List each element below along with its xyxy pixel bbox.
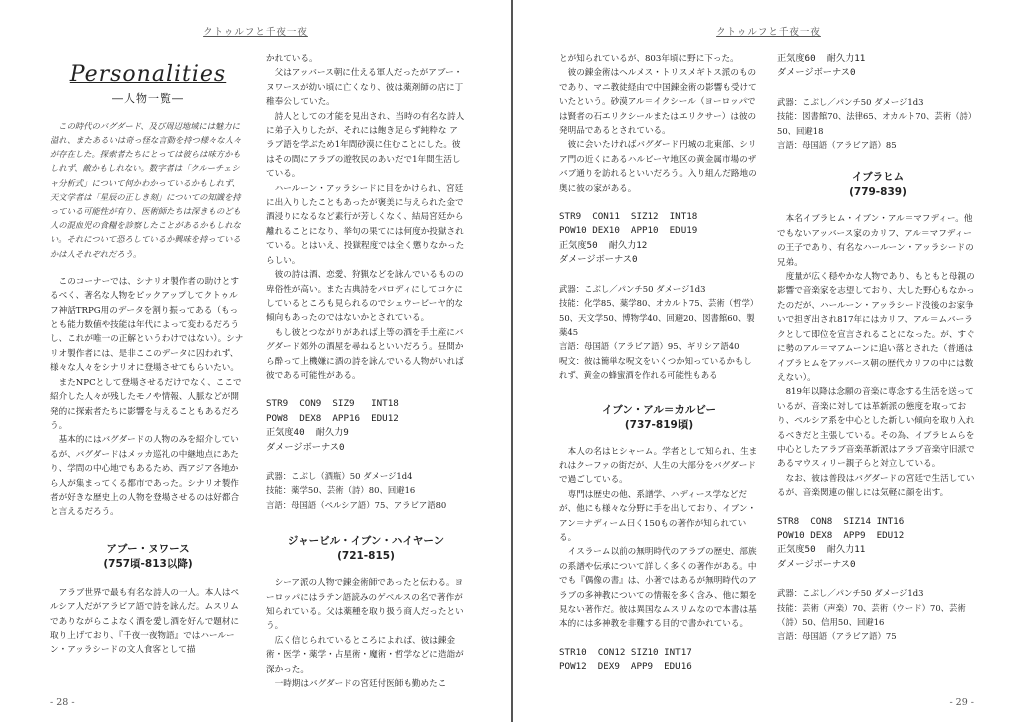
jabir-skills [559,282,759,383]
jabir-stat-block [559,210,759,268]
ibn-heading: イブン・アル＝カルビー [602,403,716,416]
stat-line: ダメージボーナス0 [777,558,856,570]
paragraph: 専門は歴史の他、系譜学、ハディース学などだが、他にも様々な分野に手を出しており、イブン・アン＝ナディーム曰く150もの著作が知られている。 [559,489,757,543]
paragraph: なお、彼は普段はバグダードの宮廷で生活しているが、音楽関連の催しには気軽に顔を出す。 [777,473,975,499]
abu-dates: (757頃-813以降) [103,557,193,570]
stat-line: STR9 CON11 SIZ12 INT18 [559,211,698,223]
right-page [513,0,1024,722]
left-column-1 [50,58,246,658]
paragraph: 本人の名はヒシャーム。学者として知られ、生まれはクーファの街だが、人生の大部分をバグダードで過ごしている。 [559,446,758,486]
stat-line: POW10 DEX8 APP9 EDU12 [777,529,905,541]
stat-line: ダメージボーナス0 [559,254,638,266]
abu-stat-block [266,397,466,455]
skill-line: 武器：こぶし／パンチ50 ダメージ1d3 [559,283,706,294]
page-number-right: - 29 - [949,697,974,708]
stat-line: STR8 CON8 SIZ14 INT16 [777,515,905,527]
skill-line: 武器：こぶし／パンチ50 ダメージ1d3 [777,588,924,599]
handwritten-intro [50,119,246,261]
skill-line: 言語：母国語（アラビア語）85 [777,140,897,151]
paragraph: 度量が広く穏やかな人物であり、もともと母親の影響で音楽家を志望しており、大した野心もなかったのだが、ハールーン・アッラシード没後のお家争いで担ぎ出され817年にはカリフ、アル＝ムバーラクとして即位を宣言されることになった。が、すぐに勢のアル＝マアムーンに追い落とされた（普通はイブラヒムをアッバース朝の歴代カリフの中には数えない）。 [777,272,975,383]
stat-line: POW12 DEX9 APP9 EDU16 [559,661,692,673]
ibn-dates: (737-819頃) [624,418,694,431]
stat-line: POW8 DEX8 APP16 EDU12 [266,412,399,424]
stat-line: ダメージボーナス0 [266,441,345,453]
skill-line: 呪文：彼は簡単な呪文をいくつか知っているかもしれず、黄金の蜂蜜酒を作れる可能性もある [559,355,752,381]
running-title-left: クトゥルフと千夜一夜 [203,27,308,38]
paragraph: 父はアッバース朝に仕える軍人だったがアブー・ヌワースが幼い頃に亡くなり、彼は薬剤師の店に丁稚奉公していた。 [266,68,464,108]
paragraph: かれている。 [266,54,318,64]
paragraph: 本名イブラヒム・イブン・アル＝マフディー。他でもないアッバース家のカリフ、アル＝マフディーの王子であり、有名なハールーン・アッラシードの兄弟。 [777,214,974,268]
paragraph: 一時期はバグダードの宮廷付医師も勤めたこ [274,679,447,690]
ibrahim-dates: (779-839) [849,186,907,199]
ibrahim-stat-block [777,515,979,573]
ibn-stat-block [559,646,759,675]
stat-line: 正気度50 耐久力12 [559,239,648,251]
ibrahim-skills [777,586,979,644]
abu-heading: アブー・ヌワース [106,542,190,555]
right-column-1 [559,52,759,675]
skill-line: 言語：母国語（アラビア語）75 [777,631,897,642]
skill-line: 技能：化学85、薬学80、オカルト75、芸術（哲学）50、天文学50、博物学40、回避20、図書館60、製薬45 [559,298,759,337]
paragraph: 彼の錬金術はヘルメス・トリスメギトス派のものであり、マニ教徒経由で中国錬金術の影響も受けていたという。砂漠アル＝イクシール（ヨーロッパでは賢者の石エリクシールまたはエリクサー）は彼の発明品であるとされている。 [559,68,757,137]
stat-line: STR9 CON9 SIZ9 INT18 [266,398,399,410]
paragraph: イスラーム以前の無明時代のアラブの歴史、部族の系譜や伝承について詳しく多くの著作がある。中でも『偶像の書』は、小著ではあるが無明時代のアラブの多神教についての情報を多く含み、他に類を見ない著作だ。彼は異国なムスリムなので本書は基本的には多神教を非難する目的で書かれている。 [559,547,758,630]
jabir-dates: (721-815) [337,550,395,563]
right-column-2 [777,52,979,644]
skill-line: 技能：図書館70、法律65、オカルト70、芸術（詩）50、回避18 [777,111,977,136]
abu-skills [266,469,466,512]
skill-line: 技能：薬学50、芸術（詩）80、回避16 [266,485,416,496]
paragraph: 広く信じられているところによれば、彼は錬金術・医学・薬学・占星術・魔術・哲学などに造詣が深かった。 [266,635,464,675]
ibn-skills [777,95,979,153]
paragraph: ハールーン・アッラシードに目をかけられ、宮廷に出入りしたこともあったが褒美に与えられた金で酒浸りになるなど素行が芳しくなく、結局宮廷から離れることになり、挙句の果てには何度か投獄されている。とはいえ、投獄程度では全く懲りなかったらしい。 [266,183,465,266]
stat-line: POW10 DEX10 APP10 EDU19 [559,225,698,237]
paragraph: 彼の詩は酒、恋愛、狩猟などを詠んでいるものの卑俗性が高い。また古典詩をパロディにしてコケにしているところも見られるのでシェウービーヤ的な傾向もあったのではないかとされている。 [266,270,464,324]
skill-line: 武器：こぶし（酒瓶）50 ダメージ1d4 [266,470,413,481]
stat-line: 正気度50 耐久力11 [777,544,866,556]
handwritten-paragraph: この時代のバグダード、及び周辺地域には魅力に溢れ、またあるいは奇っ怪な言動を持つ様々な人々が存在した。探索者たちにとっては彼らは味方かもしれず、敵かもしれない。数字者は「クルーチェシャ分析式」について何かわかっているかもしれず、天文学者は「星辰の正しき刻」についての知識を持っている可能性が有り、医術師たちは深きものども人の混血児の食糧を診察したことがあるかもしれない。それについて恐ろしているか興味を持っているかは人それぞれだろう。 [50,120,242,259]
paragraph: このコーナーでは、シナリオ製作者の助けとするべく、著名な人物をピックアップしてクトゥルフ神話TRPG用のデータを割り振ってある（もっとも能力数値や技能は年代によって変わるだろうし、これが唯一の正解というわけではない）。シナリオ製作者には、是非ここのデータに囚われず、様々な人々をシナリオに登場させてもらいたい。 [50,276,244,374]
skill-line: 言語：母国語（アラビア語）95、ギリシア語40 [559,341,740,352]
left-page [0,0,511,722]
ibrahim-heading: イブラヒム [851,171,905,184]
stat-line: STR10 CON12 SIZ10 INT17 [559,646,692,658]
personalities-subtitle: ―人物一覧― [112,92,184,106]
paragraph: アラブ世界で最も有名な詩人の一人。本人はペルシア人だがアラビア語で詩を詠んだ。ムスリムでありながらこよなく酒を愛し酒を好んで題材に取り上げており、『千夜一夜物語』ではハールーン・アッラシードの文人食客として描 [50,587,240,656]
paragraph: もし彼とつながりがあれば上等の酒を手土産にバグダード郊外の酒屋を尋ねるといいだろう。昼間から酔って上機嫌に酒の詩を詠んでいる人物がいれば彼である可能性がある。 [266,327,464,381]
jabir-heading: ジャービル・イブン・ハイヤーン [287,535,445,548]
stat-line: 正気度60 耐久力11 [777,53,866,64]
page-number-left: - 28 - [50,697,75,708]
paragraph: またNPCとして登場させるだけでなく、ここで紹介した人々が残したモノや情報、人脈などが開発的に探索者たちに影響を与えることもあるだろう。 [50,377,242,431]
paragraph: 819年以降は念願の音楽に専念する生活を送っているが、音楽に対しては革新派の態度を取っており、ペルシア系を中心とした新しい傾向を取り入れるべきだと主張している。その為、イブラヒムらを中心としたアラブ音楽革新派はアラブ音楽守旧派であるマウスィリー親子らと対立している。 [777,387,975,470]
skill-line: 技能：芸術（声楽）70、芸術（ウード）70、芸術（詩）50、信用50、回避16 [777,602,966,627]
paragraph: 詩人としての才能を見出され、当時の有名な詩人に弟子入りしたが、それには飽き足らず純粋な アラブ語を学ぶため1年間砂漠に住むことにした。彼はその間にアラブの遊牧民のあいだで1年間生活している。 [266,111,465,180]
paragraph: とが知られているが、803年頃に野に下った。 [559,54,739,64]
paragraph: 基本的にはバグダードの人物のみを紹介しているが、バグダードはメッカ巡礼の中継地点にあたり、学問の中心地でもあるため、西アジア各地から人が集まってくる都市であった。シナリオ製作者が好きな歴史上の人物を登場させるのは好都合と言えるだろう。 [50,435,240,518]
skill-line: 武器：こぶし／パンチ50 ダメージ1d3 [777,96,924,107]
paragraph: シーア派の人物で錬金術師であったと伝わる。ヨーロッパにはラテン語読みのゲベルスの名で著作が知られている。父は薬種を取り扱う商人だったという。 [266,578,464,632]
stat-line: 正気度40 耐久力9 [266,427,349,439]
paragraph: 彼に会いたければバグダード円城の北東部、シリア門の近くにあるハルビーヤ地区の黄金属市場のザバブ通りを訪れるといいだろう。入り組んだ路地の奥に彼の家がある。 [559,140,757,194]
left-column-2 [266,52,466,691]
skill-line: 言語：母国語（ペルシア語）75、アラビア語80 [266,499,447,510]
ibn-stat-block-cont [777,52,979,81]
stat-line: ダメージボーナス0 [777,67,856,79]
personalities-title: Personalities [69,62,227,87]
running-title-right: クトゥルフと千夜一夜 [716,27,821,38]
